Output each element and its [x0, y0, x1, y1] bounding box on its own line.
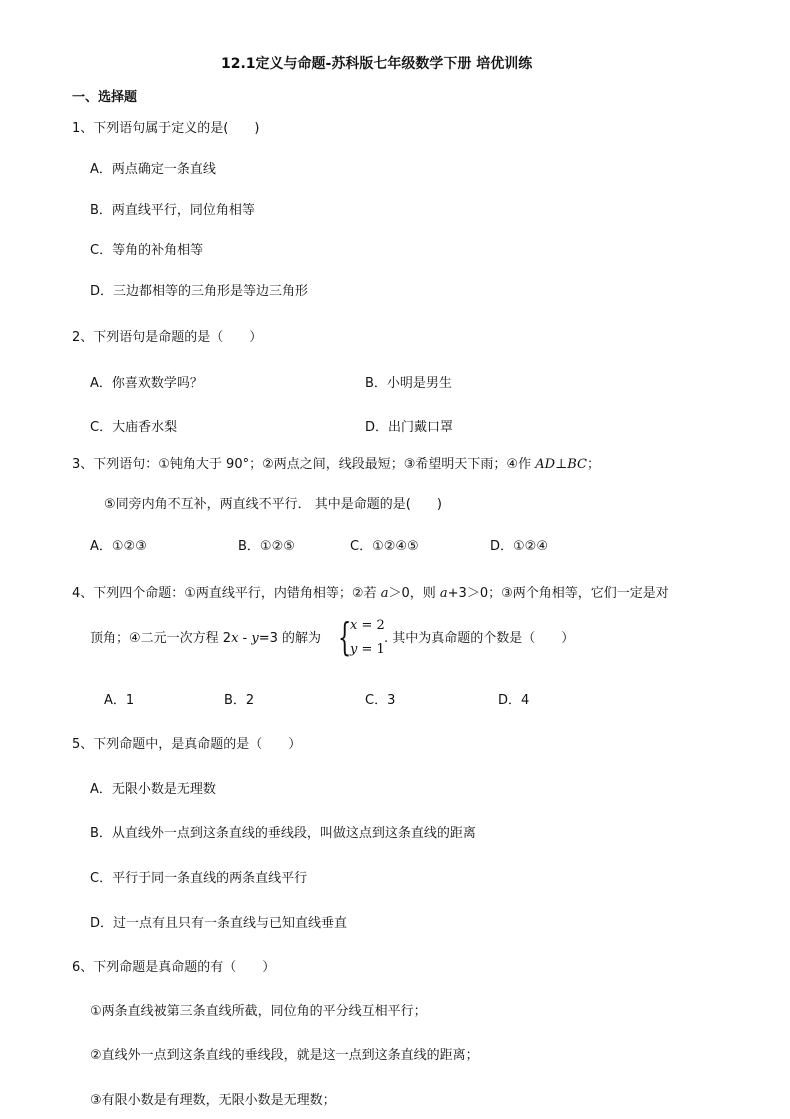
question-4-stem-line-2: [90, 631, 321, 647]
question-3-stem: [72, 457, 600, 473]
equation-brace: {: [338, 615, 352, 659]
question-1-option-a: A．两点确定一条直线: [90, 162, 216, 177]
question-4-var-a-2: a: [439, 586, 448, 601]
question-4-var-x: x: [231, 631, 239, 646]
question-6-stem: 6、下列命题是真命题的有（ ）: [72, 960, 276, 975]
question-4-var-y: y: [251, 631, 259, 646]
equation-2-rest: = 1: [357, 642, 385, 657]
question-4-option-b: B．2: [224, 693, 255, 708]
equation-1: [350, 618, 385, 634]
question-2-option-a: A．你喜欢数学吗？: [90, 376, 203, 391]
question-2-option-b: B．小明是男生: [365, 376, 452, 391]
question-2-stem: 2、下列语句是命题的是（ ）: [72, 330, 263, 345]
question-6-item-3: ③有限小数是有理数，无限小数是无理数；: [90, 1093, 336, 1108]
question-4-text-6: =3 的解为: [258, 631, 322, 646]
question-3-stem-line-2: ⑤同旁内角不互补，两直线不平行． 其中是命题的是( ): [104, 497, 442, 512]
question-3-math: AD⊥BC: [535, 457, 587, 472]
question-6-item-2: ②直线外一点到这条直线的垂线段，就是这一点到这条直线的距离；: [90, 1048, 479, 1063]
equation-1-var: x: [350, 618, 358, 633]
question-1-option-c: C．等角的补角相等: [90, 243, 204, 258]
question-4-var-a: a: [380, 586, 389, 601]
question-1-option-d: D．三边都相等的三角形是等边三角形: [90, 284, 309, 299]
equation-system: [338, 614, 388, 664]
question-6-item-1: ①两条直线被第三条直线所截，同位角的平分线互相平行；: [90, 1004, 427, 1019]
question-4-stem-line-1: [72, 586, 669, 602]
question-5-option-a: A．无限小数是无理数: [90, 782, 216, 797]
section-heading: 一、选择题: [72, 90, 138, 105]
question-4-option-a: A．1: [104, 693, 135, 708]
question-4-option-d: D．4: [498, 693, 530, 708]
question-2-option-d: D．出门戴口罩: [365, 420, 454, 435]
question-4-text-4: 顶角；④二元一次方程 2: [90, 631, 232, 646]
question-1-option-b: B．两直线平行，同位角相等: [90, 203, 255, 218]
question-1-stem: 1、下列语句属于定义的是( ): [72, 121, 260, 136]
equation-2: [350, 642, 385, 658]
question-3-option-b: B．①②⑤: [238, 539, 295, 554]
question-2-option-c: C．大庙香水梨: [90, 420, 178, 435]
question-3-stem-end: ；: [586, 457, 600, 472]
question-3-stem-text: 3、下列语句：①钝角大于 90°；②两点之间，线段最短；③希望明天下雨；④作: [72, 457, 536, 472]
question-3-option-d: D．①②④: [490, 539, 548, 554]
question-4-text-5: -: [238, 631, 252, 646]
question-3-option-c: C．①②④⑤: [350, 539, 419, 554]
question-5-option-b: B．从直线外一点到这条直线的垂线段，叫做这点到这条直线的距离: [90, 826, 476, 841]
document-title: 12.1定义与命题-苏科版七年级数学下册 培优训练: [221, 56, 533, 72]
question-3-option-a: A．①②③: [90, 539, 147, 554]
question-4-stem-end: . 其中为真命题的个数是（ ）: [384, 631, 575, 646]
question-4-text-2: ＞0，则: [388, 586, 440, 601]
question-5-option-c: C．平行于同一条直线的两条直线平行: [90, 871, 308, 886]
question-4-text-1: 4、下列四个命题：①两直线平行，内错角相等；②若: [72, 586, 381, 601]
question-4-text-3: +3＞0；③两个角相等，它们一定是对: [447, 586, 669, 601]
question-5-stem: 5、下列命题中，是真命题的是（ ）: [72, 737, 302, 752]
equation-2-var: y: [350, 642, 358, 657]
question-4-option-c: C．3: [365, 693, 396, 708]
question-5-option-d: D．过一点有且只有一条直线与已知直线垂直: [90, 916, 348, 931]
equation-1-rest: = 2: [357, 618, 385, 633]
